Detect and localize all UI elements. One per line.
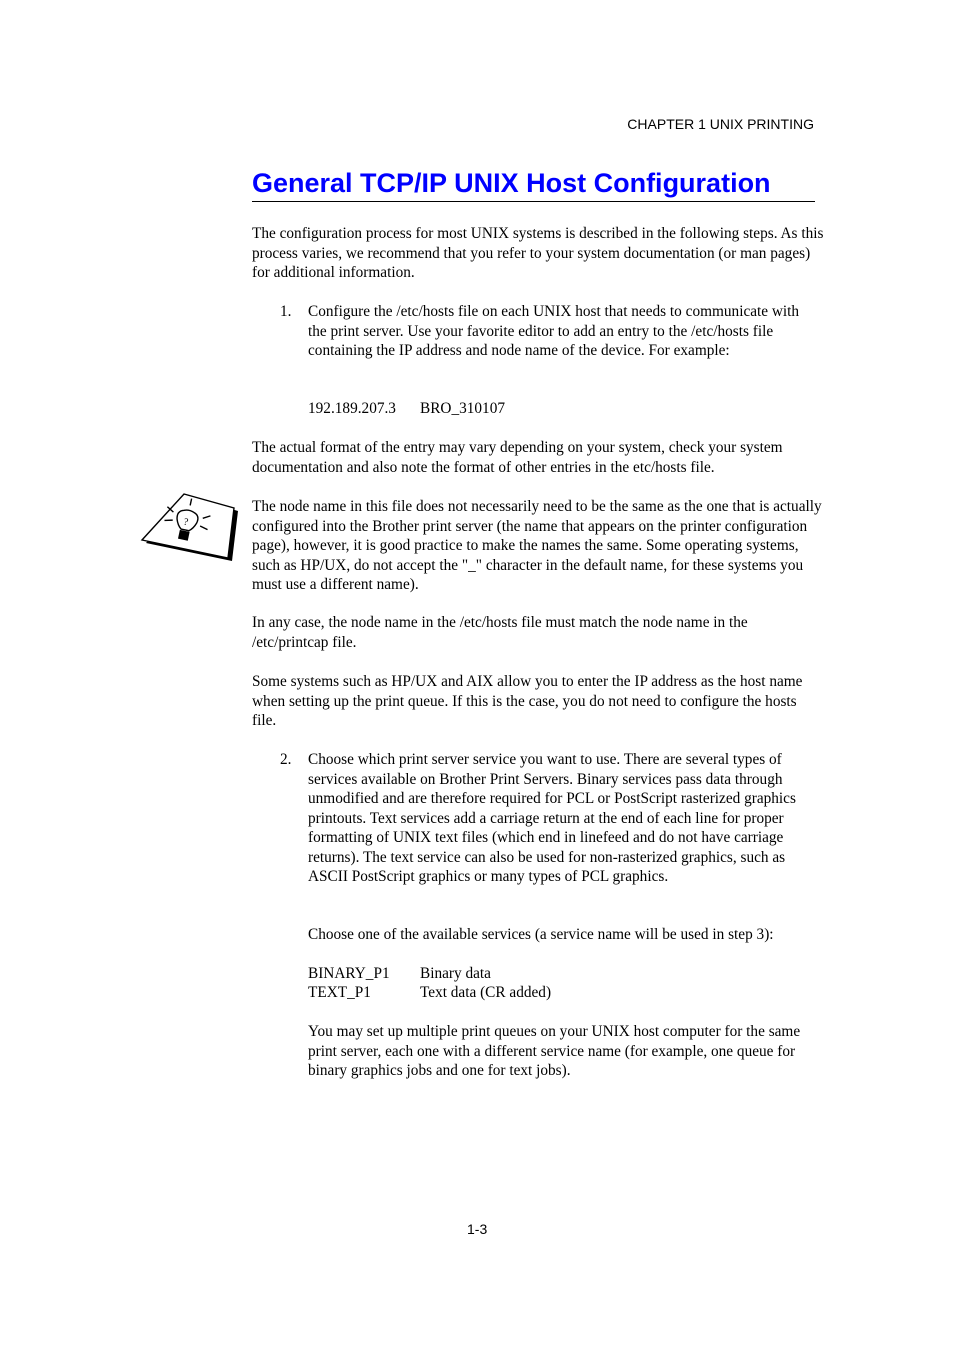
page-number: 1-3 (467, 1221, 488, 1237)
intro-paragraph: The configuration process for most UNIX systems is described in the following steps. As this process varies, we recommend that you refer to your system documentation (or man pages) for additional information. (252, 225, 824, 281)
service-description: Binary data (420, 965, 491, 982)
service-name: TEXT_P1 (308, 984, 371, 1001)
step-2-number: 2. (280, 751, 292, 768)
lightbulb-note-icon (140, 493, 240, 567)
step-1-text: Configure the /etc/hosts file on each UNIX host that needs to communicate with the print server. Use your favorite editor to add an entry to the /etc/hosts file containing the IP address and node name of the device. For example: (308, 303, 800, 359)
running-header: CHAPTER 1 UNIX PRINTING (627, 116, 814, 132)
section-title: General TCP/IP UNIX Host Configuration (252, 168, 815, 202)
step-1-number: 1. (280, 303, 292, 320)
choose-service-paragraph: Choose one of the available services (a service name will be used in step 3): (308, 926, 774, 943)
svg-text:?: ? (182, 516, 190, 529)
service-description: Text data (CR added) (420, 984, 552, 1001)
any-case-paragraph: In any case, the node name in the /etc/hosts file must match the node name in the /etc/printcap file. (252, 614, 748, 651)
multiple-queues-paragraph: You may set up multiple print queues on your UNIX host computer for the same print server, each one with a different service name (for example, one queue for binary graphics jobs and one for text jobs). (308, 1023, 801, 1079)
step-2-text: Choose which print server service you want to use. There are several types of services available on Brother Print Servers. Binary services pass data through unmodified and are therefore required for PCL or PostScript rasterized graphics printouts. Text services add a carriage return at the end of each line for proper formatting of UNIX text files (which end in linefeed and do not have carriage returns). The text service can also be used for non-rasterized graphics, such as ASCII PostScript graphics or many types of PCL graphics. (308, 751, 796, 885)
example-node-name: BRO_310107 (420, 400, 505, 417)
note-paragraph: The node name in this file does not necessarily need to be the same as the one that is actually configured into the Brother print server (the name that appears on the printer configuration page), however, it is good practice to make the names the same. Some operating systems, such as HP/UX, do not accept the "_" character in the default name, for these systems you must use a different name). (252, 498, 822, 593)
some-systems-paragraph: Some systems such as HP/UX and AIX allow you to enter the IP address as the host name when setting up the print queue. If this is the case, you do not need to configure the hosts file. (252, 673, 803, 729)
service-name: BINARY_P1 (308, 965, 390, 982)
example-ip: 192.189.207.3 (308, 400, 396, 417)
format-note-paragraph: The actual format of the entry may vary depending on your system, check your system documentation and also note the format of other entries in the etc/hosts file. (252, 439, 783, 476)
